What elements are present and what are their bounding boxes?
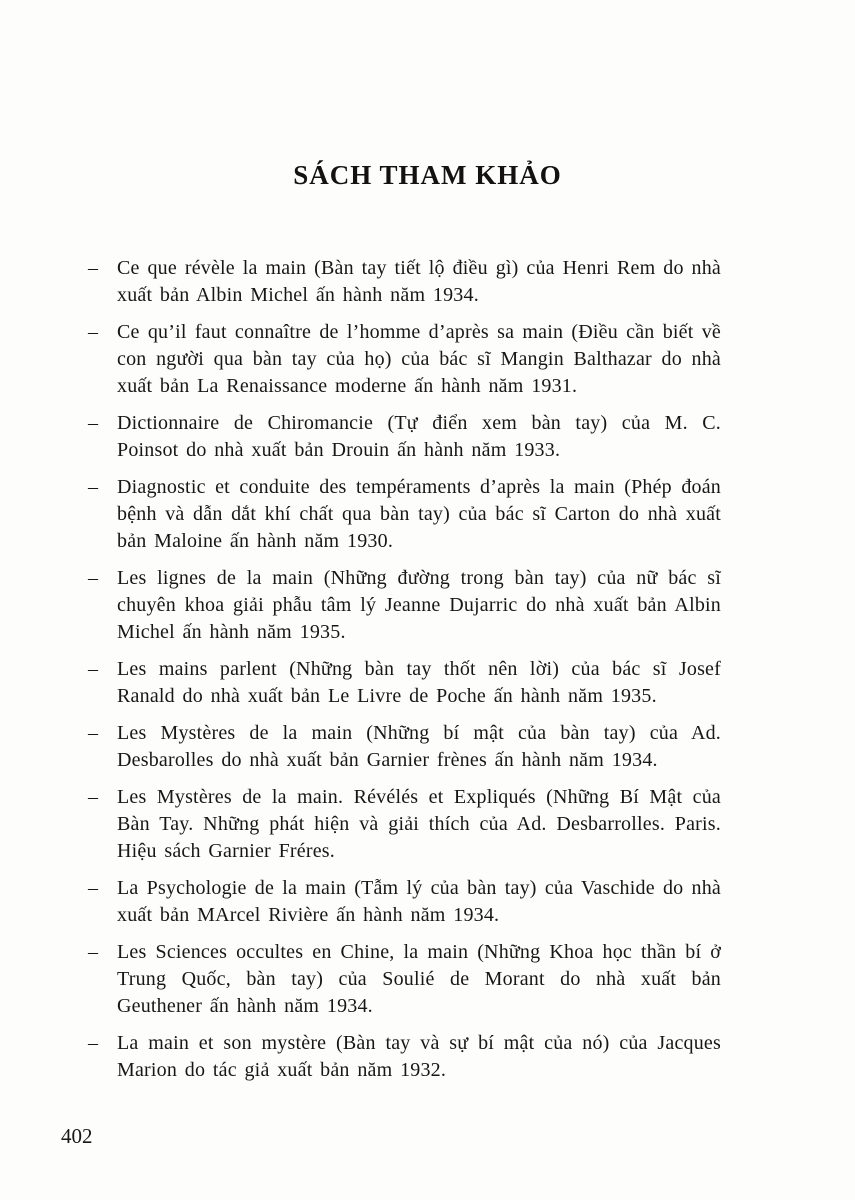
entry-text: Dictionnaire de Chiromancie (Tự điển xem bàn tay) của M. C. Poinsot do nhà xuất bản Drouin ấn hành năm 1933. <box>117 412 721 462</box>
entry-text: La Psychologie de la main (Tẫm lý của bàn tay) của Vaschide do nhà xuất bản MArcel Rivière ấn hành năm 1934. <box>117 877 721 927</box>
entry-text: Ce que révèle la main (Bàn tay tiết lộ điều gì) của Henri Rem do nhà xuất bản Albin Michel ấn hành năm 1934. <box>117 257 721 307</box>
bullet-dash: – <box>88 722 98 745</box>
bullet-dash: – <box>88 257 98 280</box>
bibliography-entry <box>88 565 721 646</box>
bullet-dash: – <box>88 877 98 900</box>
entry-text: Les lignes de la main (Những đường trong bàn tay) của nữ bác sĩ chuyên khoa giải phẫu tâm lý Jeanne Dujarric do nhà xuất bản Albin Michel ấn hành năm 1935. <box>117 567 721 644</box>
bullet-dash: – <box>88 786 98 809</box>
page-title: SÁCH THAM KHẢO <box>293 160 562 190</box>
bibliography-entry <box>88 255 721 309</box>
bullet-dash: – <box>88 941 98 964</box>
bibliography-entry <box>88 939 721 1020</box>
bullet-dash: – <box>88 567 98 590</box>
entry-text: Les Mystères de la main. Révélés et Expliqués (Những Bí Mật của Bàn Tay. Những phát hiện và giải thích của Ad. Desbarrolles. Paris. Hiệu sách Garnier Fréres. <box>117 786 721 863</box>
bullet-dash: – <box>88 476 98 499</box>
entry-text: Les Sciences occultes en Chine, la main (Những Khoa học thần bí ở Trung Quốc, bàn tay) của Soulié de Morant do nhà xuất bản Geuthener ấn hành năm 1934. <box>117 941 721 1018</box>
bibliography-entry <box>88 784 721 865</box>
bullet-dash: – <box>88 1032 98 1055</box>
bibliography-entry <box>88 1030 721 1084</box>
page-number: 402 <box>61 1124 93 1148</box>
bibliography-entry <box>88 319 721 400</box>
bibliography-entry <box>88 410 721 464</box>
entry-text: Diagnostic et conduite des tempéraments d’après la main (Phép đoán bệnh và dẫn dắt khí chất qua bàn tay) của bác sĩ Carton do nhà xuất bản Maloine ấn hành năm 1930. <box>117 476 721 553</box>
bullet-dash: – <box>88 321 98 344</box>
bibliography-entry <box>88 474 721 555</box>
bibliography-entry <box>88 875 721 929</box>
bibliography-entry <box>88 720 721 774</box>
entry-text: La main et son mystère (Bàn tay và sự bí mật của nó) của Jacques Marion do tác giả xuất bản năm 1932. <box>117 1032 721 1082</box>
bullet-dash: – <box>88 412 98 435</box>
entry-text: Les mains parlent (Những bàn tay thốt nên lời) của bác sĩ Josef Ranald do nhà xuất bản Le Livre de Poche ấn hành năm 1935. <box>117 658 721 708</box>
entry-text: Les Mystères de la main (Những bí mật của bàn tay) của Ad. Desbarolles do nhà xuất bản Garnier frènes ấn hành năm 1934. <box>117 722 721 772</box>
bibliography-list <box>0 255 855 1084</box>
entry-text: Ce qu’il faut connaître de l’homme d’après sa main (Điều cần biết về con người qua bàn tay của họ) của bác sĩ Mangin Balthazar do nhà xuất bản La Renaissance moderne ấn hành năm 1931. <box>117 321 721 398</box>
bullet-dash: – <box>88 658 98 681</box>
bibliography-entry <box>88 656 721 710</box>
